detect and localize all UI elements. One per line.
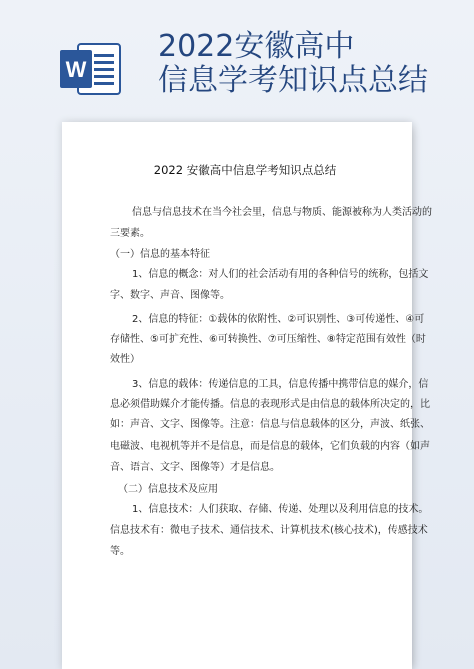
document-line: 1、信息的概念：对人们的社会活动有用的各种信号的统称，包括文: [132, 269, 429, 280]
document-line: 3、信息的载体：传递信息的工具，信息传播中携带信息的媒介，信: [132, 379, 429, 390]
document-line: 2、信息的特征：①载体的依附性、②可识别性、③可传递性、④可: [132, 314, 425, 325]
document-line: 等。: [110, 546, 130, 557]
document-line: （一）信息的基本特征: [110, 249, 210, 260]
document-line: 字、数字、声音、图像等。: [110, 290, 230, 301]
document-line: 三要素。: [110, 228, 150, 239]
header-title-line-2: 信息学考知识点总结: [158, 63, 428, 98]
header-title: [158, 30, 458, 98]
header-title-line-1: 2022安徽高中: [158, 29, 355, 64]
word-icon-letter: W: [65, 57, 87, 82]
document-line: 音、语言、文字、图像等）才是信息。: [110, 462, 280, 473]
document-title: 2022 安徽高中信息学考知识点总结: [153, 163, 337, 177]
document-line: 电磁波、电视机等并不是信息，而是信息的载体，它们负载的内容（如声: [110, 441, 430, 452]
document-line: 息必须借助媒介才能传播。信息的表现形式是由信息的载体所决定的，比: [110, 399, 430, 410]
document-line: 效性）: [110, 354, 140, 365]
header-banner: [0, 0, 474, 110]
document-line: 存储性、⑤可扩充性、⑥可转换性、⑦可压缩性、⑧特定范围有效性（时: [110, 334, 426, 345]
document-line: 1、信息技术：人们获取、存储、传递、处理以及利用信息的技术。: [132, 504, 429, 515]
document-line: 信息与信息技术在当今社会里，信息与物质、能源被称为人类活动的: [132, 207, 432, 218]
document-line: （二）信息技术及应用: [118, 484, 218, 495]
document-line: 信息技术有：微电子技术、通信技术、计算机技术(核心技术)，传感技术: [110, 525, 428, 536]
document-line: 如：声音、文字、图像等。注意：信息与信息载体的区分，声波、纸张、: [110, 419, 430, 430]
word-document-icon: [60, 40, 122, 98]
